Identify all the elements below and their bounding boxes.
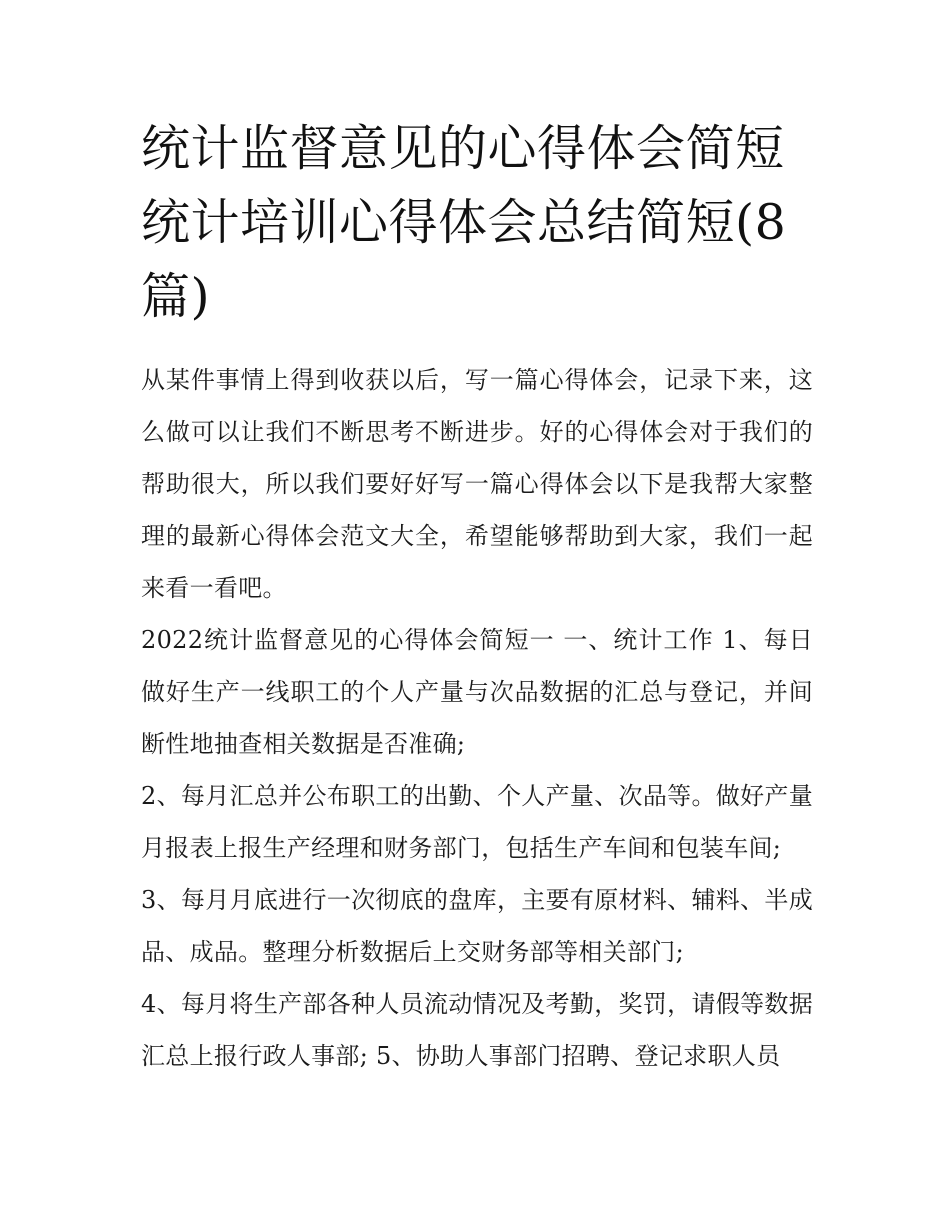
document-content [141,112,813,1082]
paragraph-item-2: 2、每月汇总并公布职工的出勤、个人产量、次品等。做好产量月报表上报生产经理和财务部门，包括生产车间和包装车间; [141,782,813,862]
document-title: 统计监督意见的心得体会简短统计培训心得体会总结简短(8篇) [141,120,787,325]
document-body [141,354,813,1082]
paragraph-section-one: 2022统计监督意见的心得体会简短一 一、统计工作 1、每日做好生产一线职工的个人产量与次品数据的汇总与登记，并间断性地抽查相关数据是否准确; [141,626,813,758]
paragraph-item-3: 3、每月月底进行一次彻底的盘库，主要有原材料、辅料、半成品、成品。整理分析数据后上交财务部等相关部门; [141,886,813,966]
paragraph-intro: 从某件事情上得到收获以后，写一篇心得体会，记录下来，这么做可以让我们不断思考不断进步。好的心得体会对于我们的帮助很大，所以我们要好好写一篇心得体会以下是我帮大家整理的最新心得体会范文大全，希望能够帮助到大家，我们一起来看一看吧。 [141,366,813,602]
paragraph-item-4-5: 4、每月将生产部各种人员流动情况及考勤，奖罚，请假等数据汇总上报行政人事部; 5、协助人事部门招聘、登记求职人员 [141,990,813,1070]
